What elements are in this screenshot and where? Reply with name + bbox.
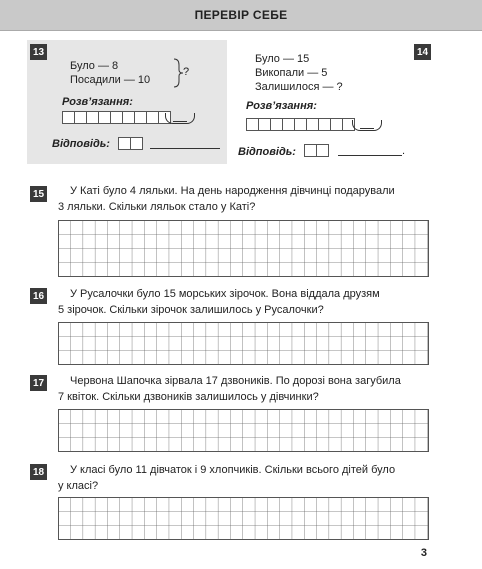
task-13-answer-cells[interactable]	[118, 137, 142, 150]
task-13-solution-cells[interactable]	[62, 111, 170, 124]
task-18-number: 18	[30, 464, 47, 480]
task-18-answer-grid[interactable]	[58, 497, 430, 541]
task-13-given-1: Було — 8	[70, 60, 119, 72]
task-16-answer-grid[interactable]	[58, 322, 430, 366]
page-number: 3	[420, 547, 427, 559]
task-14-solution-cells[interactable]	[246, 118, 354, 131]
header-title: ПЕРЕВІР СЕБЕ	[194, 8, 288, 22]
task-17-text-line-2: 7 квіток. Скільки дзвоників залишилось у дівчинки?	[58, 391, 319, 403]
task-14-given-1: Було — 15	[255, 53, 310, 65]
task-13-answer-label: Відповідь:	[52, 138, 110, 150]
task-17-number: 17	[30, 375, 47, 391]
task-18-text-line-2: у класі?	[58, 480, 99, 492]
task-14-answer-line[interactable]	[338, 155, 402, 156]
task-17-text-line-1: Червона Шапочка зірвала 17 дзвоників. По дорозі вона загубила	[70, 375, 401, 387]
task-13-unit-bracket[interactable]	[165, 113, 195, 124]
task-14-solution-label: Розв’язання:	[246, 100, 317, 112]
task-14-unit-bracket[interactable]	[352, 120, 382, 131]
task-13-solution-label: Розв’язання:	[62, 96, 133, 108]
task-15-text-line-2: 3 ляльки. Скільки ляльок стало у Каті?	[58, 201, 256, 213]
task-15-number: 15	[30, 186, 47, 202]
task-15-text-line-1: У Каті було 4 ляльки. На день народження дівчинці подарували	[70, 185, 395, 197]
task-13-given-2: Посадили — 10	[70, 74, 151, 86]
task-14-answer-label: Відповідь:	[238, 146, 296, 158]
task-13-question-mark: ?	[183, 66, 190, 78]
task-16-number: 16	[30, 288, 47, 304]
task-14-answer-period: .	[402, 145, 406, 157]
task-14-number: 14	[414, 44, 431, 60]
task-14-answer-cells[interactable]	[304, 144, 328, 157]
task-13-answer-line[interactable]	[150, 148, 220, 149]
task-15-answer-grid[interactable]	[58, 220, 430, 278]
page-header	[0, 0, 482, 31]
task-13-number: 13	[30, 44, 47, 60]
task-16-text-line-2: 5 зірочок. Скільки зірочок залишилось у Русалочки?	[58, 304, 324, 316]
task-17-answer-grid[interactable]	[58, 409, 430, 453]
task-16-text-line-1: У Русалочки було 15 морських зірочок. Вона віддала друзям	[70, 288, 380, 300]
task-14-given-3: Залишилося — ?	[255, 81, 343, 93]
task-14-given-2: Викопали — 5	[255, 67, 328, 79]
task-18-text-line-1: У класі було 11 дівчаток і 9 хлопчиків. Скільки всього дітей було	[70, 464, 396, 476]
